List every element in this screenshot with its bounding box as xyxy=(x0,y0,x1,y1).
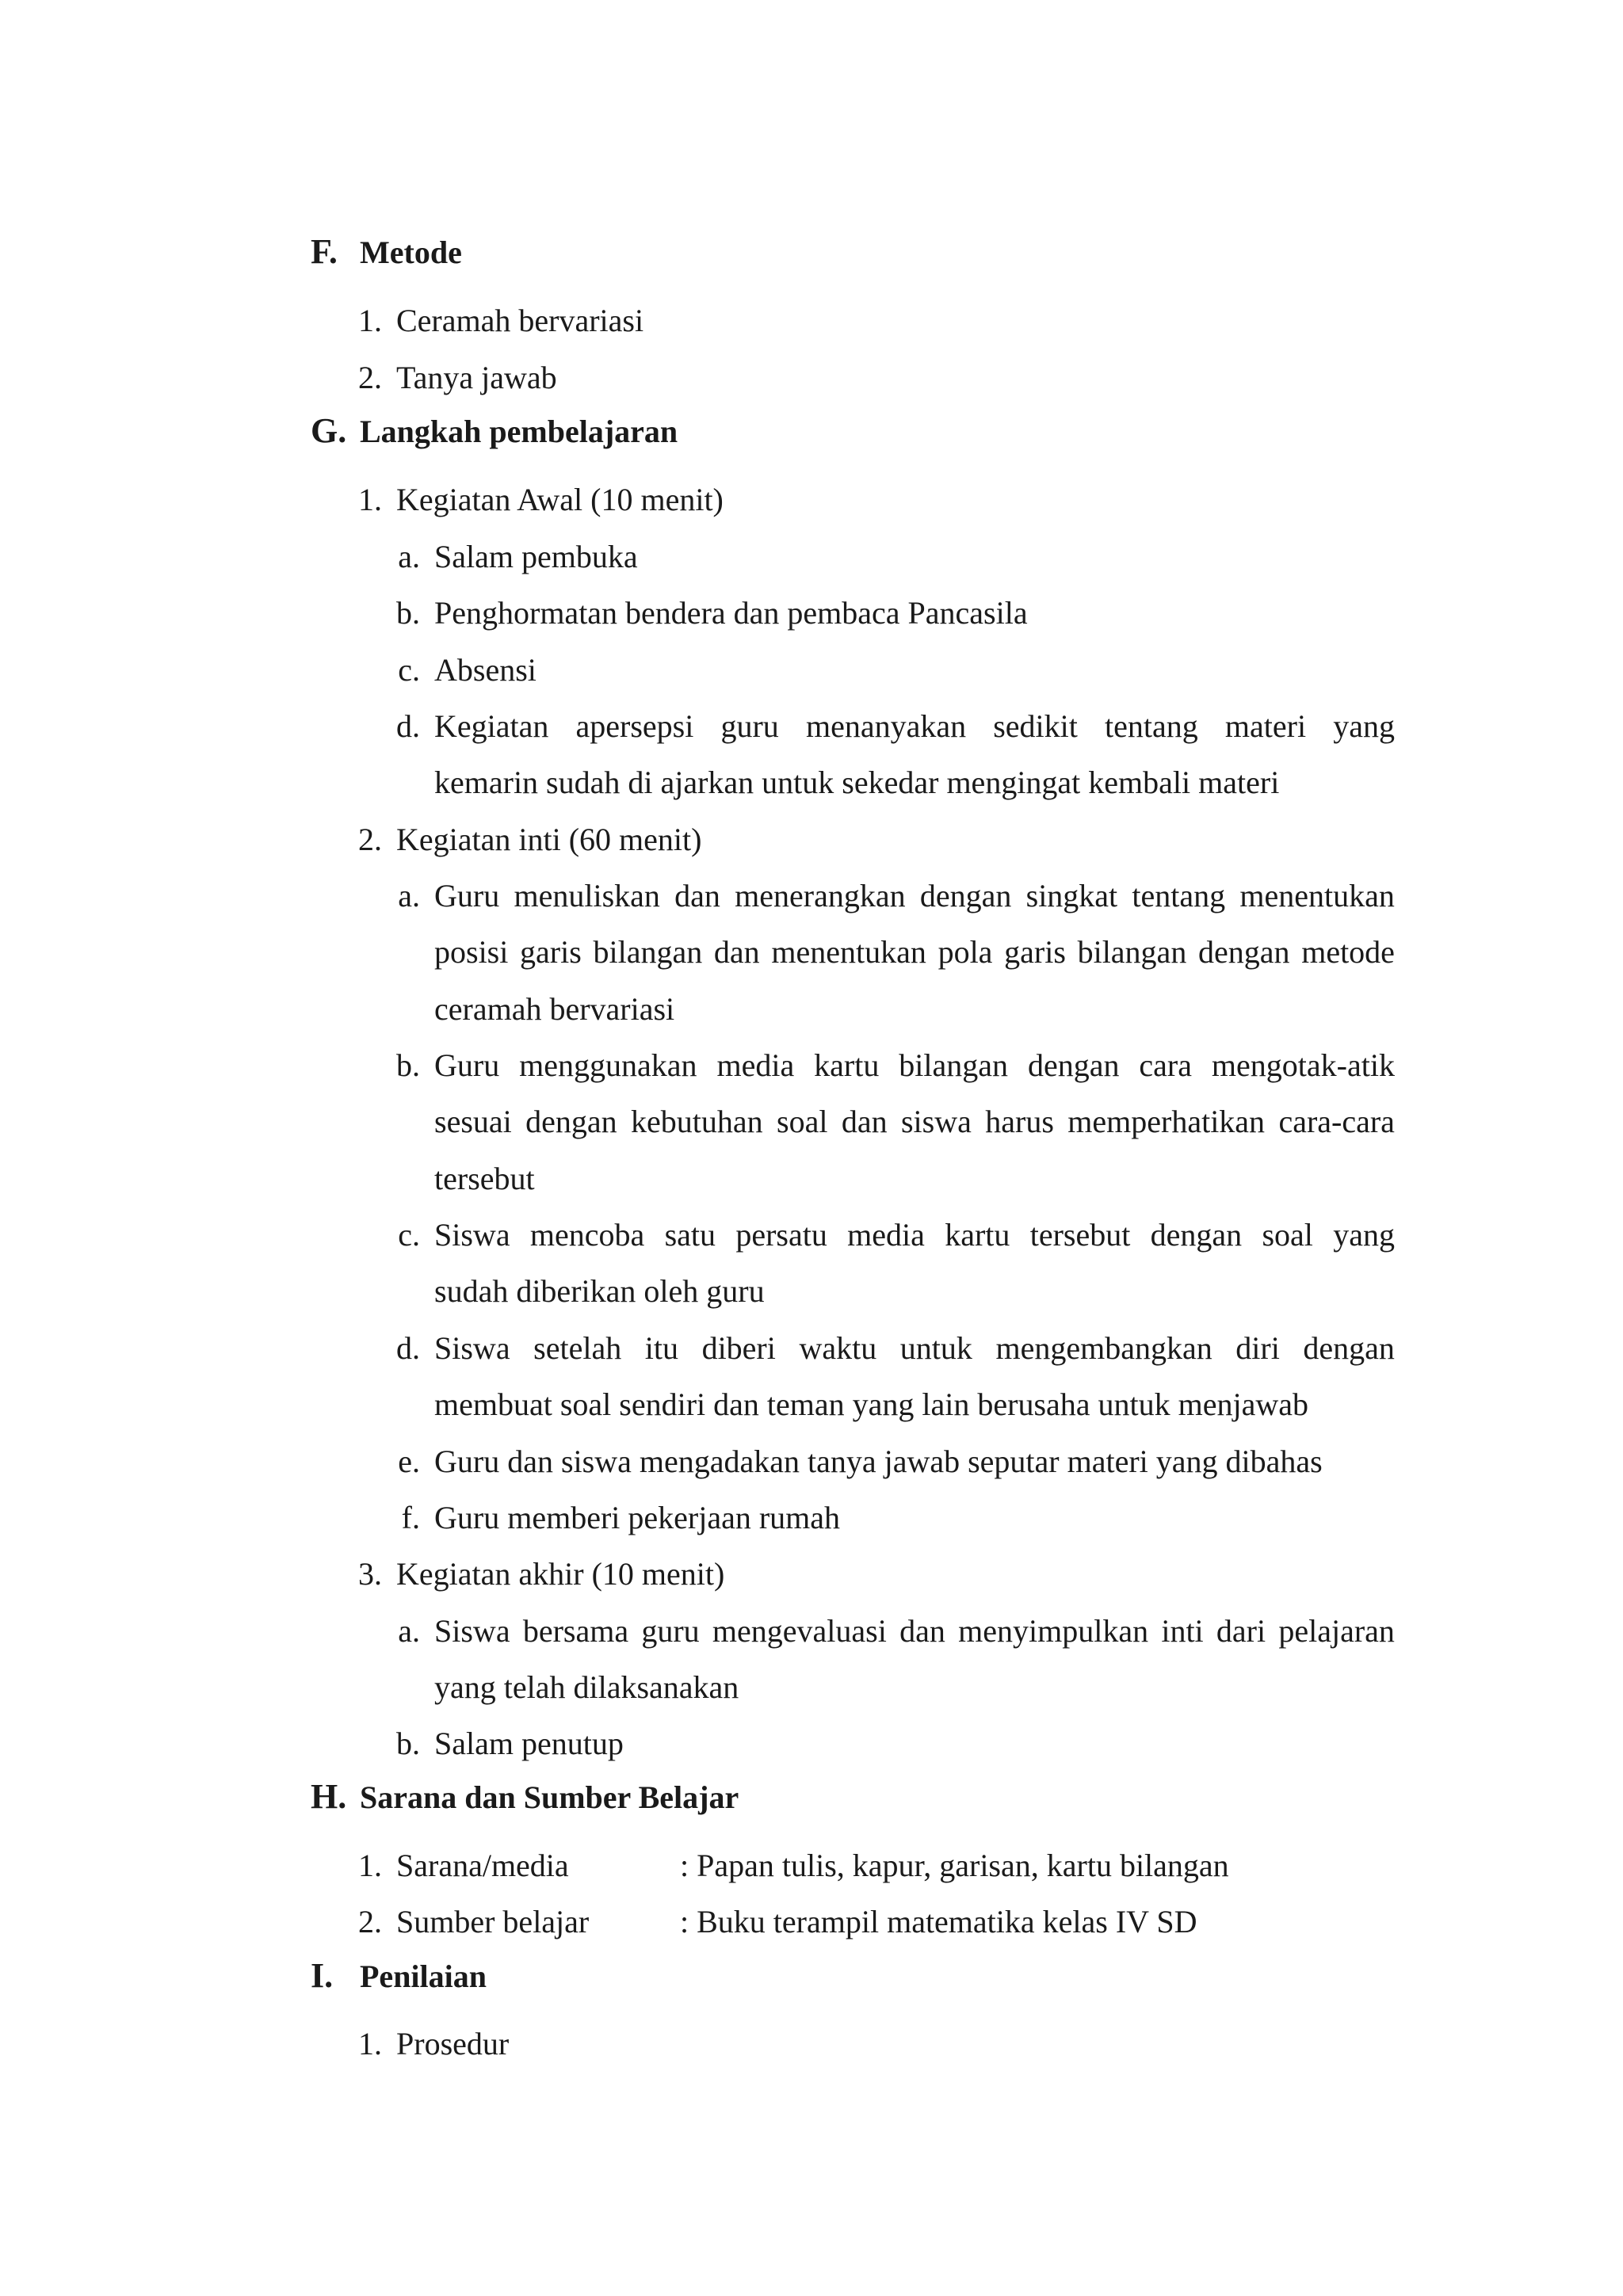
sub-item: Salam pembuka xyxy=(434,539,638,574)
word: bilangan xyxy=(1077,934,1187,970)
sub-item-line xyxy=(434,877,1395,915)
sub-item-line: ceramah bervariasi xyxy=(434,991,675,1027)
resource-value: : Buku terampil matematika kelas IV SD xyxy=(680,1904,1197,1939)
section-letter: H. xyxy=(311,1777,347,1816)
word: media xyxy=(847,1217,925,1253)
word: diberi xyxy=(701,1330,776,1366)
list-item: Prosedur xyxy=(396,2026,510,2061)
step-marker: 2. xyxy=(358,822,382,857)
word: setelah xyxy=(533,1330,622,1366)
word: media xyxy=(716,1047,795,1083)
word: dengan xyxy=(1150,1217,1243,1253)
sub-item-line: membuat soal sendiri dan teman yang lain berusaha untuk menjawab xyxy=(434,1386,1309,1422)
sub-marker: e. xyxy=(398,1444,420,1479)
sub-item-line xyxy=(434,707,1395,746)
sub-item: Salam penutup xyxy=(434,1726,624,1761)
word: siswa xyxy=(900,1104,972,1139)
word: tentang xyxy=(1105,708,1198,744)
sub-marker: b. xyxy=(396,595,420,631)
list-marker: 1. xyxy=(358,303,382,338)
word: harus xyxy=(985,1104,1054,1139)
word: dengan xyxy=(1198,934,1290,970)
word: menuliskan xyxy=(514,878,660,913)
sub-item: Penghormatan bendera dan pembaca Pancasila xyxy=(434,595,1028,631)
word: kartu xyxy=(814,1047,880,1083)
word: sesuai xyxy=(434,1104,512,1139)
word: yang xyxy=(1333,708,1395,744)
word: Guru xyxy=(434,1047,500,1083)
word: mengevaluasi xyxy=(712,1613,887,1649)
word: itu xyxy=(644,1330,678,1366)
sub-item-line xyxy=(434,1047,1395,1085)
word: dari xyxy=(1216,1613,1266,1649)
resource-value: : Papan tulis, kapur, garisan, kartu bilangan xyxy=(680,1848,1229,1883)
step-title: Kegiatan akhir (10 menit) xyxy=(396,1556,725,1592)
word: Kegiatan xyxy=(434,708,549,744)
section-letter: G. xyxy=(311,411,347,450)
word: inti xyxy=(1161,1613,1204,1649)
word: dan xyxy=(899,1613,945,1649)
sub-item-line xyxy=(434,1612,1395,1650)
word: soal xyxy=(777,1104,828,1139)
sub-item-line xyxy=(434,933,1395,971)
step-title: Kegiatan Awal (10 menit) xyxy=(396,482,724,517)
word: menyimpulkan xyxy=(958,1613,1149,1649)
word: dengan xyxy=(919,878,1012,913)
list-marker: 1. xyxy=(358,1848,382,1883)
step-marker: 3. xyxy=(358,1556,382,1592)
list-marker: 2. xyxy=(358,360,382,395)
sub-item: Absensi xyxy=(434,652,537,688)
sub-marker: d. xyxy=(396,708,420,744)
word: menanyakan xyxy=(805,708,967,744)
word: soal xyxy=(1262,1217,1313,1253)
word: dan xyxy=(674,878,720,913)
sub-marker: a. xyxy=(398,1613,420,1649)
list-item: Ceramah bervariasi xyxy=(396,303,644,338)
list-marker: 2. xyxy=(358,1904,382,1939)
sub-marker: f. xyxy=(401,1500,420,1535)
word: dengan xyxy=(525,1104,617,1139)
word: tentang xyxy=(1132,878,1226,913)
sub-item-line: sudah diberikan oleh guru xyxy=(434,1273,765,1309)
word: dan xyxy=(713,934,760,970)
word: guru xyxy=(720,708,779,744)
resource-label: Sumber belajar xyxy=(396,1904,590,1939)
resource-label: Sarana/media xyxy=(396,1848,569,1883)
word: mengembangkan xyxy=(995,1330,1212,1366)
word: bilangan xyxy=(899,1047,1008,1083)
section-letter: I. xyxy=(311,1956,334,1995)
sub-item-line: kemarin sudah di ajarkan untuk sekedar mengingat kembali materi xyxy=(434,765,1280,800)
section-h-heading xyxy=(311,1776,739,1824)
word: singkat xyxy=(1025,878,1118,913)
sub-marker: d. xyxy=(396,1330,420,1366)
word: garis xyxy=(1004,934,1066,970)
word: Guru xyxy=(434,878,500,913)
word: dan xyxy=(841,1104,888,1139)
word: persatu xyxy=(735,1217,827,1253)
section-letter: F. xyxy=(311,232,338,271)
section-title: Sarana dan Sumber Belajar xyxy=(360,1779,739,1815)
word: satu xyxy=(664,1217,716,1253)
word: sedikit xyxy=(993,708,1078,744)
sub-marker: b. xyxy=(396,1047,420,1083)
sub-marker: b. xyxy=(396,1726,420,1761)
section-title: Langkah pembelajaran xyxy=(360,414,678,449)
sub-item-line: tersebut xyxy=(434,1161,535,1196)
word: yang xyxy=(1333,1217,1395,1253)
word: guru xyxy=(641,1613,700,1649)
section-title: Metode xyxy=(360,235,462,270)
word: apersepsi xyxy=(575,708,694,744)
sub-marker: a. xyxy=(398,878,420,913)
sub-item-line xyxy=(434,1216,1395,1254)
sub-item-line xyxy=(434,1329,1395,1367)
word: materi xyxy=(1224,708,1307,744)
word: garis xyxy=(520,934,582,970)
sub-marker: c. xyxy=(398,652,420,688)
word: tersebut xyxy=(1029,1217,1131,1253)
sub-item-line: yang telah dilaksanakan xyxy=(434,1669,739,1705)
word: Siswa xyxy=(434,1613,510,1649)
word: bilangan xyxy=(593,934,703,970)
word: dengan xyxy=(1027,1047,1120,1083)
step-marker: 1. xyxy=(358,482,382,517)
word: kebutuhan xyxy=(631,1104,763,1139)
word: menentukan xyxy=(1239,878,1395,913)
word: waktu xyxy=(799,1330,877,1366)
word: pelajaran xyxy=(1278,1613,1395,1649)
word: memperhatikan xyxy=(1067,1104,1266,1139)
word: dengan xyxy=(1303,1330,1395,1366)
sub-item: Guru dan siswa mengadakan tanya jawab seputar materi yang dibahas xyxy=(434,1444,1323,1479)
word: posisi xyxy=(434,934,509,970)
word: Siswa xyxy=(434,1217,510,1253)
word: mengotak-atik xyxy=(1211,1047,1395,1083)
word: mencoba xyxy=(529,1217,645,1253)
word: diri xyxy=(1235,1330,1280,1366)
list-item: Tanya jawab xyxy=(396,360,557,395)
word: untuk xyxy=(899,1330,972,1366)
sub-item: Guru memberi pekerjaan rumah xyxy=(434,1500,841,1535)
list-marker: 1. xyxy=(358,2026,382,2061)
step-title: Kegiatan inti (60 menit) xyxy=(396,822,702,857)
word: metode xyxy=(1301,934,1395,970)
section-f-heading xyxy=(311,231,462,279)
word: cara xyxy=(1139,1047,1192,1083)
word: kartu xyxy=(945,1217,1010,1253)
word: cara-cara xyxy=(1278,1104,1395,1139)
word: Siswa xyxy=(434,1330,510,1366)
word: pola xyxy=(938,934,993,970)
sub-marker: a. xyxy=(398,539,420,574)
word: menerangkan xyxy=(735,878,906,913)
section-title: Penilaian xyxy=(360,1958,487,1994)
section-g-heading xyxy=(311,410,678,458)
word: menentukan xyxy=(771,934,926,970)
sub-marker: c. xyxy=(398,1217,420,1253)
sub-item-line xyxy=(434,1103,1395,1141)
section-i-heading xyxy=(311,1955,487,2003)
word: bersama xyxy=(522,1613,629,1649)
word: menggunakan xyxy=(519,1047,697,1083)
